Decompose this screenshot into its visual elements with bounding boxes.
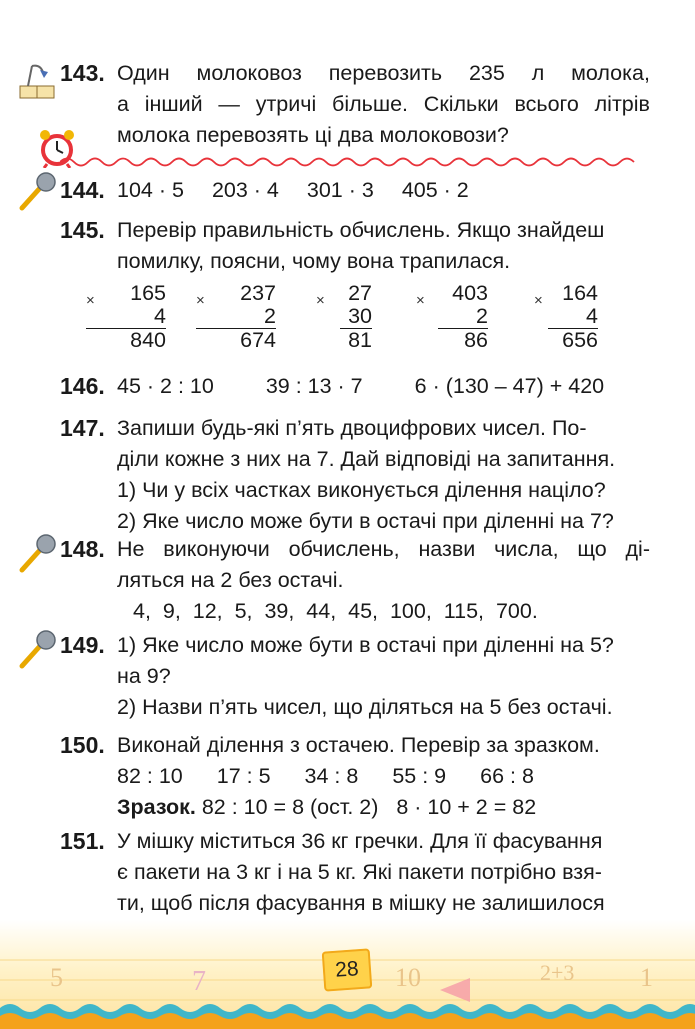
product: 840 (130, 328, 166, 352)
word: виконуючи (163, 537, 270, 561)
product: 86 (464, 328, 488, 352)
word: назви (418, 537, 476, 561)
multiply-sign: × (316, 292, 325, 309)
text-line: Запиши будь-які п’ять двоцифрових чисел. По- (117, 416, 587, 440)
word: інший (144, 92, 203, 116)
task-146 (60, 371, 650, 402)
deco-number: 10 (395, 963, 421, 992)
expression: 203 · 4 (211, 178, 279, 202)
expression: 301 · 3 (306, 178, 374, 202)
factor: 27 (348, 281, 372, 305)
expression: 55 : 9 (392, 764, 447, 788)
task-number: 145. (60, 217, 105, 243)
expression: 6 · (130 – 47) + 420 (414, 374, 605, 398)
task-number: 148. (60, 536, 105, 562)
wavy-divider (60, 155, 640, 169)
task-144 (60, 175, 650, 206)
expression: 405 · 2 (401, 178, 469, 202)
word: — (218, 92, 240, 116)
task-147 (60, 413, 650, 537)
factor: 237 (240, 281, 276, 305)
page-number: 28 (322, 948, 373, 991)
task-148 (60, 534, 650, 627)
deco-number: 2+3 (540, 960, 575, 985)
microphone-icon (16, 628, 58, 675)
deco-number: 7 (192, 966, 206, 997)
task-text (117, 534, 650, 627)
word: молока, (571, 61, 650, 85)
expression: 66 : 8 (480, 764, 534, 788)
task-number: 149. (60, 632, 105, 658)
task-150 (60, 730, 650, 823)
word: більше. (332, 92, 409, 116)
task-text (117, 215, 650, 277)
text-line (117, 58, 650, 89)
factor: 4 (86, 305, 166, 329)
word: ді- (625, 537, 650, 561)
task-text (117, 730, 650, 823)
expression: 104 · 5 (117, 178, 184, 202)
expression: 82 : 10 (117, 764, 183, 788)
column-multiplication (296, 282, 372, 352)
product: 81 (348, 328, 372, 352)
text-line: Виконай ділення з остачею. Перевір за зразком. (117, 733, 600, 757)
multiply-sign: × (196, 292, 205, 309)
text-line: 1) Яке число може бути в остачі при діленні на 5? (117, 633, 614, 657)
text-line: У мішку міститься 36 кг гречки. Для її фасування (117, 829, 603, 853)
word: обчислень, (288, 537, 400, 561)
column-multiplication (86, 282, 166, 352)
deco-number: 5 (50, 963, 63, 992)
task-143 (60, 58, 650, 151)
text-line: є пакети на 3 кг і на 5 кг. Які пакети потрібно взя- (117, 860, 602, 884)
task-number: 147. (60, 415, 105, 441)
product: 656 (562, 328, 598, 352)
text-line: на 9? (117, 664, 171, 688)
text-line: 1) Чи у всіх частках виконується ділення націло? (117, 478, 606, 502)
word: що (577, 537, 607, 561)
factor: 2 (438, 305, 488, 329)
factor: 403 (452, 281, 488, 305)
factor: 164 (562, 281, 598, 305)
word: літрів (594, 92, 650, 116)
product: 674 (240, 328, 276, 352)
task-number: 143. (60, 60, 105, 86)
column-multiplication (518, 282, 598, 352)
lamp-book-icon (18, 62, 58, 107)
column-multiplication (196, 282, 276, 352)
task-number: 150. (60, 732, 105, 758)
text-line: ти, щоб після фасування в мішку не залишилося (117, 891, 605, 915)
sample-text: 82 : 10 = 8 (ост. 2) 8 · 10 + 2 = 82 (195, 795, 537, 819)
word: Скільки (423, 92, 499, 116)
word: 235 (468, 61, 505, 85)
task-number: 151. (60, 828, 105, 854)
factor: 2 (196, 305, 276, 329)
expression: 17 : 5 (216, 764, 271, 788)
task-number: 144. (60, 177, 105, 203)
task-text (117, 630, 650, 723)
text-line (117, 534, 650, 565)
factor: 4 (548, 305, 598, 329)
word: перевозить (328, 61, 443, 85)
word: молоковоз (196, 61, 302, 85)
expression: 34 : 8 (304, 764, 359, 788)
text-line: ляться на 2 без остачі. (117, 568, 344, 592)
task-text (117, 58, 650, 151)
deco-number: 1 (640, 963, 653, 992)
multiply-sign: × (534, 292, 543, 309)
expression-row (117, 371, 650, 402)
number-list: 4, 9, 12, 5, 39, 44, 45, 100, 115, 700. (133, 599, 538, 623)
sample-line (117, 792, 650, 823)
text-line: 2) Назви п’ять чисел, що діляться на 5 без остачі. (117, 695, 613, 719)
expression: 39 : 13 · 7 (265, 374, 363, 398)
task-text (117, 413, 650, 537)
word: Не (117, 537, 145, 561)
text-line: помилку, поясни, чому вона трапилася. (117, 249, 511, 273)
factor: 165 (130, 281, 166, 305)
sample-label: Зразок. (117, 795, 196, 819)
text-line: молока перевозять ці два молоковози? (117, 123, 509, 147)
task-149 (60, 630, 650, 723)
word: л (531, 61, 545, 85)
multiply-sign: × (86, 292, 95, 309)
text-line (117, 89, 650, 120)
text-line: діли кожне з них на 7. Дай відповіді на запитання. (117, 447, 616, 471)
expression-row (117, 761, 650, 792)
multiply-sign: × (416, 292, 425, 309)
task-number: 146. (60, 373, 105, 399)
word: числа, (494, 537, 559, 561)
column-multiplication (408, 282, 488, 352)
microphone-icon (16, 532, 58, 579)
task-145 (60, 215, 650, 277)
expression: 45 · 2 : 10 (117, 374, 214, 398)
word: утричі (255, 92, 317, 116)
text-line: 2) Яке число може бути в остачі при діленні на 7? (117, 509, 614, 533)
text-line: Перевір правильність обчислень. Якщо знайдеш (117, 218, 605, 242)
word: а (117, 92, 129, 116)
word: Один (117, 61, 170, 85)
microphone-icon (16, 170, 58, 217)
expression-row (117, 175, 650, 206)
factor: 30 (340, 305, 372, 329)
word: всього (514, 92, 579, 116)
